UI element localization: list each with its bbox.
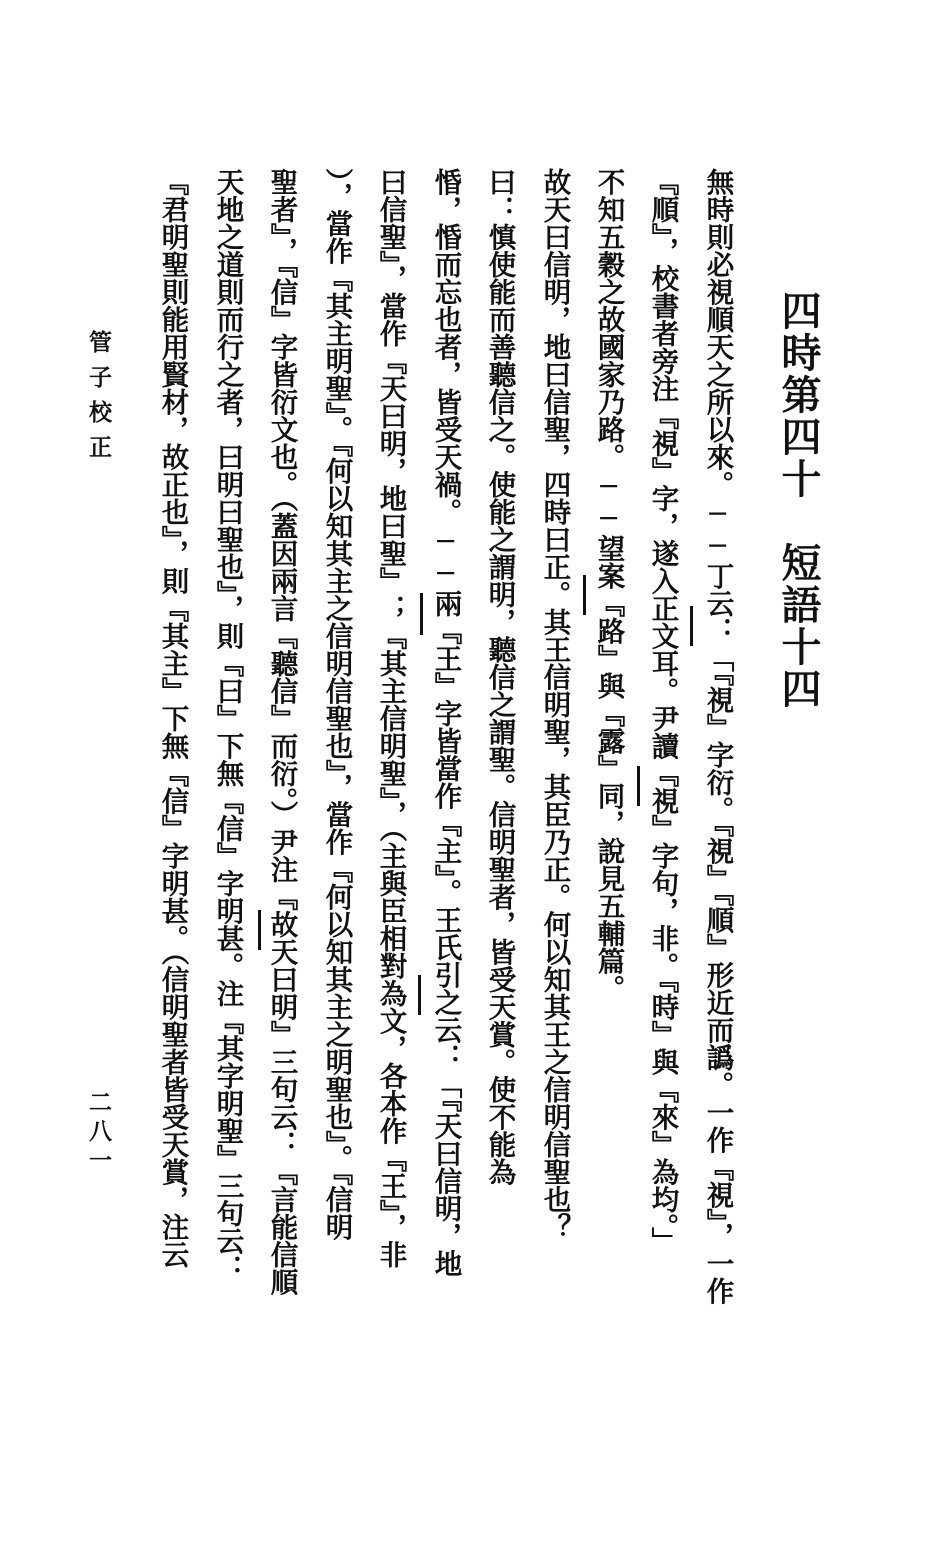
side-mark <box>420 593 423 635</box>
side-mark <box>637 766 640 806</box>
side-mark <box>418 975 421 1015</box>
text-column-2: 『順』，校書者旁注『視』字，遂入正文耳。尹讀『視』字句，非。『時』與『來』為均。」 <box>646 168 679 1255</box>
text-column-11: 『君明聖則能用賢材，故正也』，則『其主』下無『信』字明甚。（信明聖者皆受天賞，注云 <box>156 168 189 1268</box>
side-mark <box>690 606 693 646</box>
text-column-5: 曰：慎使能而善聽信之。使能之謂明，聽信之謂聖。信明聖者，皆受天賞。使不能為 <box>483 168 516 1186</box>
page-number: 二八一 <box>85 1090 112 1177</box>
text-column-6: 惛，惛而忘也者，皆受天禍。──兩『王』字皆當作『主』。王氏引之云：「『天曰信明，地 <box>429 168 462 1277</box>
text-column-10: 天地之道則而行之者，曰明曰聖也』，則『曰』下無『信』字明甚。注『其字明聖』三句云： <box>211 168 244 1282</box>
book-title-footer: 管子校正 <box>85 330 112 470</box>
text-column-3: 不知五穀之故國家乃路。──望案『路』與『露』同，說見五輔篇。 <box>592 168 625 1002</box>
side-mark <box>258 910 261 950</box>
text-column-4: 故天曰信明，地曰信聖，四時曰正。其王信明聖，其臣乃正。何以知其王之信明信聖也？ <box>538 168 571 1241</box>
text-column-8: ），當作『其主明聖』。『何以知其主之信明信聖也』，當作『何以知其主之明聖也』。『信明 <box>320 168 353 1241</box>
text-column-1: 無時則必視順天之所以來。──丁云：「『視』字衍。『視』『順』形近而譌。一作『視』，一作 <box>701 168 734 1305</box>
chapter-title: 四時第四十 短語十四 <box>775 290 822 710</box>
text-column-9: 聖者』，『信』字皆衍文也。（蓋因兩言『聽信』而衍。）尹注『故天曰明』三句云：『言能信順 <box>265 168 298 1296</box>
side-mark <box>583 575 586 615</box>
text-column-7: 曰信聖』，當作『天曰明，地曰聖』；『其主信明聖』，（主與臣相對為文，各本作『王』，非 <box>374 168 407 1268</box>
